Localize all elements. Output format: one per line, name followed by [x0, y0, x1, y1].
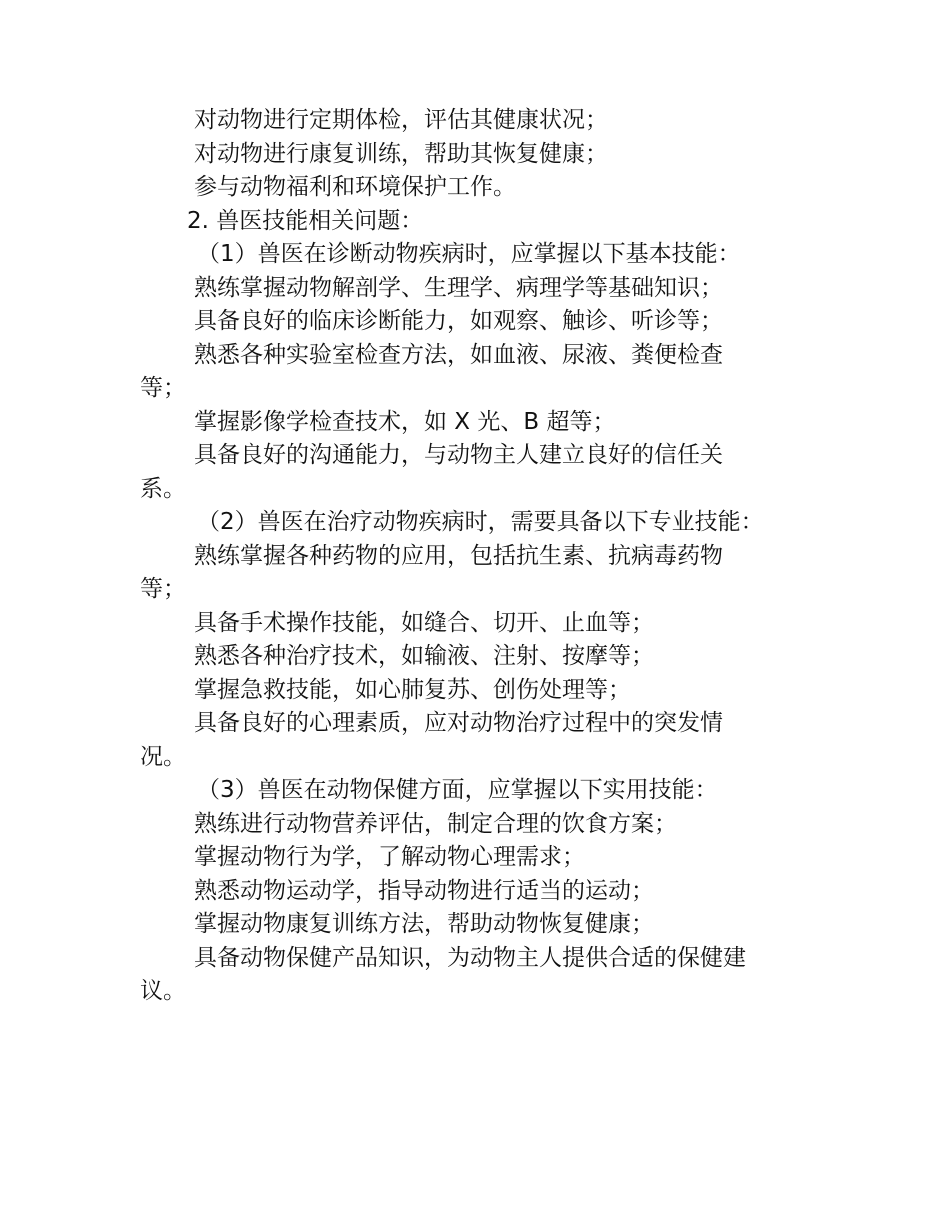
list-item	[140, 942, 820, 1009]
list-item	[140, 707, 820, 774]
list-item-line: 况。	[140, 743, 186, 770]
list-item-line: 熟悉各种实验室检查方法，如血液、尿液、粪便检查	[194, 341, 723, 368]
list-item-line: 等；	[140, 576, 186, 602]
list-item-line: 议。	[140, 978, 186, 1004]
list-item-line: 等；	[140, 375, 186, 401]
list-item: 掌握动物行为学，了解动物心理需求；	[194, 844, 585, 870]
list-item-line: 具备良好的沟通能力，与动物主人建立良好的信任关	[194, 442, 723, 468]
section-heading: 2. 兽医技能相关问题：	[187, 207, 424, 234]
list-item: 熟练掌握动物解剖学、生理学、病理学等基础知识；	[194, 274, 723, 301]
list-item: 参与动物福利和环境保护工作。	[194, 174, 516, 200]
list-item: 熟悉动物运动学，指导动物进行适当的运动；	[194, 877, 654, 904]
list-item-line: 具备良好的心理素质，应对动物治疗过程中的突发情	[194, 710, 723, 736]
list-item: 对动物进行定期体检，评估其健康状况；	[194, 107, 608, 133]
list-item: 熟练进行动物营养评估，制定合理的饮食方案；	[194, 810, 677, 837]
subsection-heading: （1）兽医在诊断动物疾病时，应掌握以下基本技能：	[197, 241, 741, 267]
list-item: 掌握影像学检查技术，如 X 光、B 超等；	[194, 408, 616, 435]
list-item: 具备手术操作技能，如缝合、切开、止血等；	[194, 609, 654, 636]
list-item: 对动物进行康复训练，帮助其恢复健康；	[194, 140, 608, 167]
list-item	[140, 540, 820, 607]
list-item: 具备良好的临床诊断能力，如观察、触诊、听诊等；	[194, 308, 723, 334]
list-item: 掌握急救技能，如心肺复苏、创伤处理等；	[194, 676, 631, 703]
subsection-heading: （2）兽医在治疗动物疾病时，需要具备以下专业技能：	[197, 509, 764, 535]
list-item-line: 熟练掌握各种药物的应用，包括抗生素、抗病毒药物	[194, 542, 723, 569]
list-item: 掌握动物康复训练方法，帮助动物恢复健康；	[194, 911, 654, 937]
list-item: 熟悉各种治疗技术，如输液、注射、按摩等；	[194, 643, 654, 669]
subsection-heading: （3）兽医在动物保健方面，应掌握以下实用技能：	[197, 777, 718, 803]
list-item	[140, 339, 820, 406]
document-body	[140, 104, 820, 1009]
list-item-line: 具备动物保健产品知识，为动物主人提供合适的保健建	[194, 944, 746, 971]
list-item	[140, 439, 820, 506]
list-item-line: 系。	[140, 475, 186, 502]
